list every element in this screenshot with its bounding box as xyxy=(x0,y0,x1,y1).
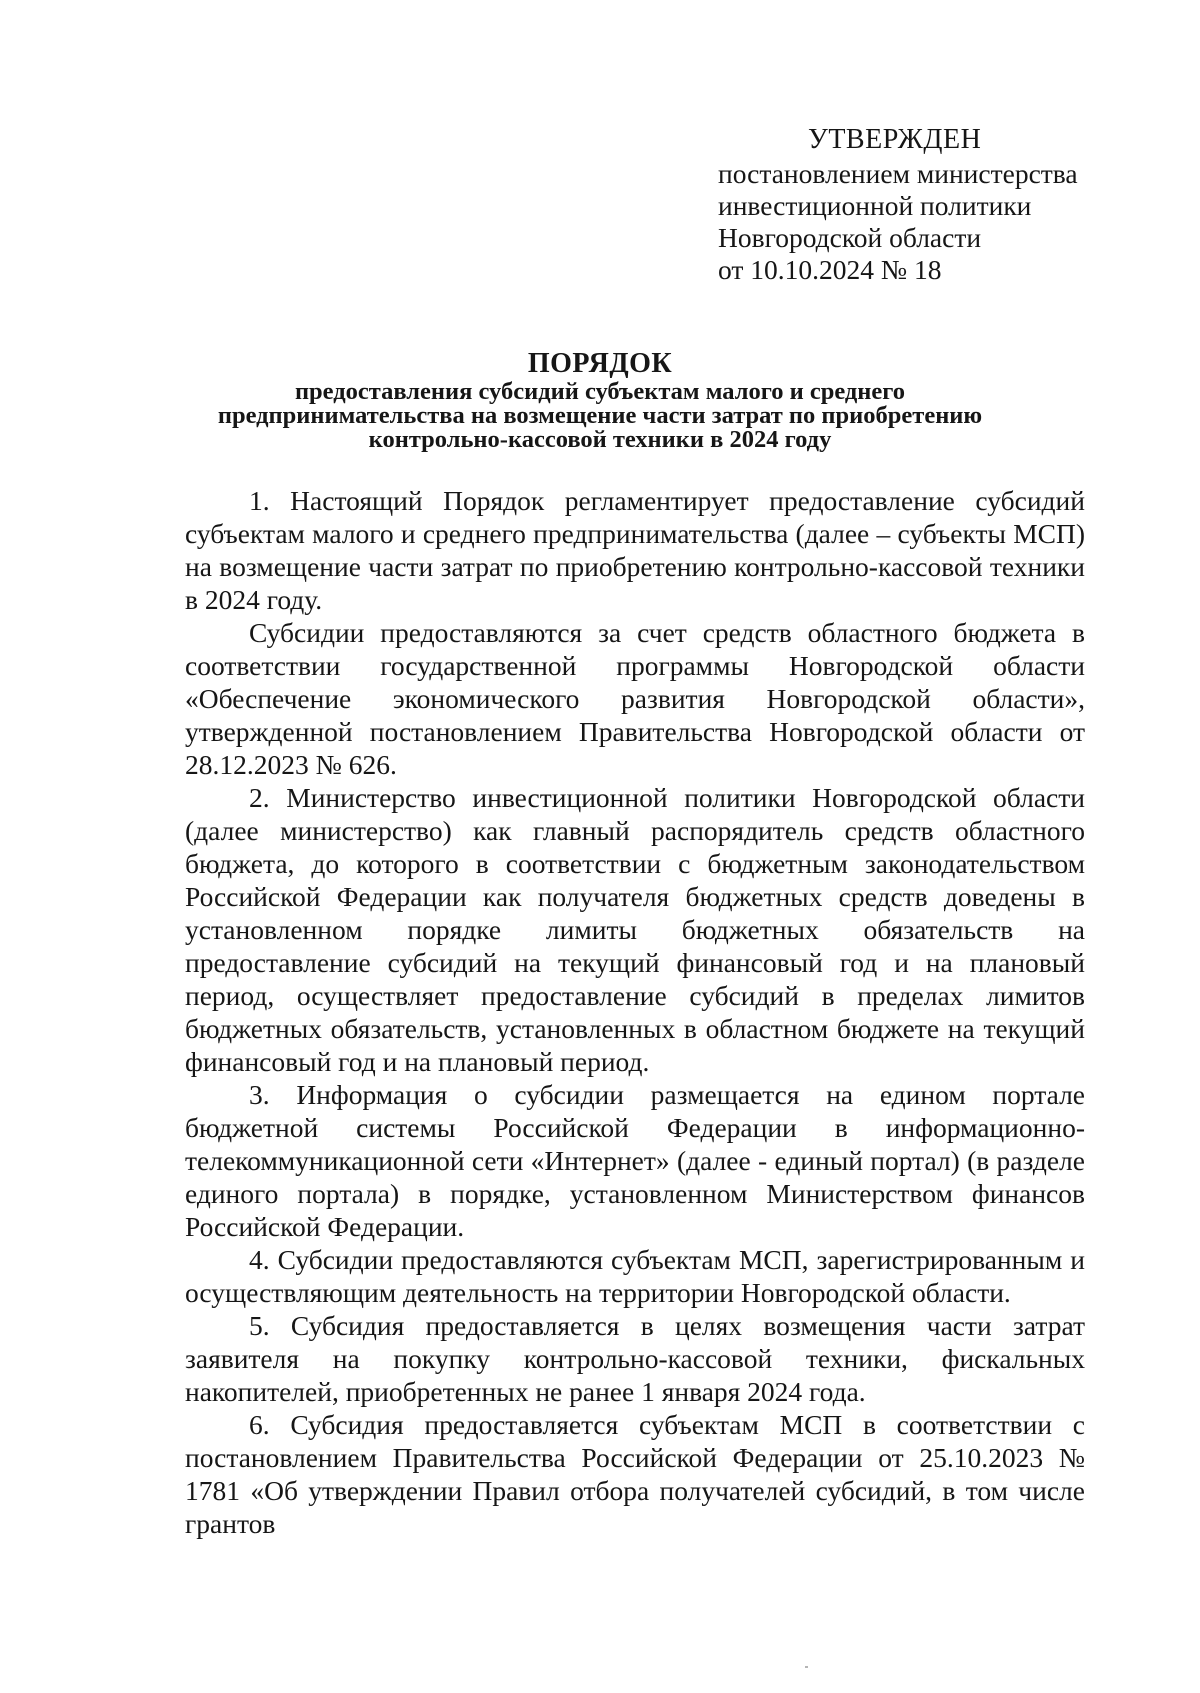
scan-artifact xyxy=(805,1666,808,1668)
paragraph-2: 2. Министерство инвестиционной политики Новгородской области (далее министерство) как главный распорядитель средств областного бюджета, до которого в соответствии с бюджетным законодательством Российской Федерации как получателя бюджетных средств доведены в установленном порядке лимиты бюджетных обязательств на предоставление субсидий на текущий финансовый год и на плановый период, осуществляет предоставление субсидий в пределах лимитов бюджетных обязательств, установленных в областном бюджете на текущий финансовый год и на плановый период. xyxy=(185,782,1085,1077)
document-subtitle-line: предоставления субсидий субъектам малого и среднего xyxy=(294,378,906,405)
document-body xyxy=(185,484,1085,1540)
paragraph-6: 6. Субсидия предоставляется субъектам МСП в соответствии с постановлением Правительства Российской Федерации от 25.10.2023 № 1781 «Об утверждении Правил отбора получателей субсидий, в том числе грантов xyxy=(185,1409,1085,1539)
approval-title: УТВЕРЖДЕН xyxy=(808,124,982,155)
document-heading xyxy=(190,348,1010,452)
approval-date-line: от 10.10.2024 № 18 xyxy=(718,254,942,285)
approval-stamp xyxy=(718,124,1138,286)
document-subtitle-line: контрольно-кассовой техники в 2024 году xyxy=(368,426,832,453)
approval-line: постановлением министерства xyxy=(718,158,1078,189)
approval-line: инвестиционной политики xyxy=(718,190,1032,221)
approval-line: Новгородской области xyxy=(718,222,982,253)
paragraph-1: 1. Настоящий Порядок регламентирует предоставление субсидий субъектам малого и среднего предпринимательства (далее – субъекты МСП) на возмещение части затрат по приобретению контрольно-кассовой техники в 2024 году. xyxy=(185,485,1085,615)
document-subtitle-line: предпринимательства на возмещение части затрат по приобретению xyxy=(217,402,983,429)
paragraph-1-funding: Субсидии предоставляются за счет средств областного бюджета в соответствии государственной программы Новгородской области «Обеспечение экономического развития Новгородской области», утвержденной постановлением Правительства Новгородской области от 28.12.2023 № 626. xyxy=(185,617,1085,780)
paragraph-4: 4. Субсидии предоставляются субъектам МСП, зарегистрированным и осуществляющим деятельность на территории Новгородской области. xyxy=(185,1244,1085,1308)
paragraph-5: 5. Субсидия предоставляется в целях возмещения части затрат заявителя на покупку контрольно-кассовой техники, фискальных накопителей, приобретенных не ранее 1 января 2024 года. xyxy=(185,1310,1085,1407)
document-title: ПОРЯДОК xyxy=(527,348,673,379)
paragraph-3: 3. Информация о субсидии размещается на едином портале бюджетной системы Российской Федерации в информационно-телекоммуникационной сети «Интернет» (далее - единый портал) (в разделе единого портала) в порядке, установленном Министерством финансов Российской Федерации. xyxy=(185,1079,1085,1242)
